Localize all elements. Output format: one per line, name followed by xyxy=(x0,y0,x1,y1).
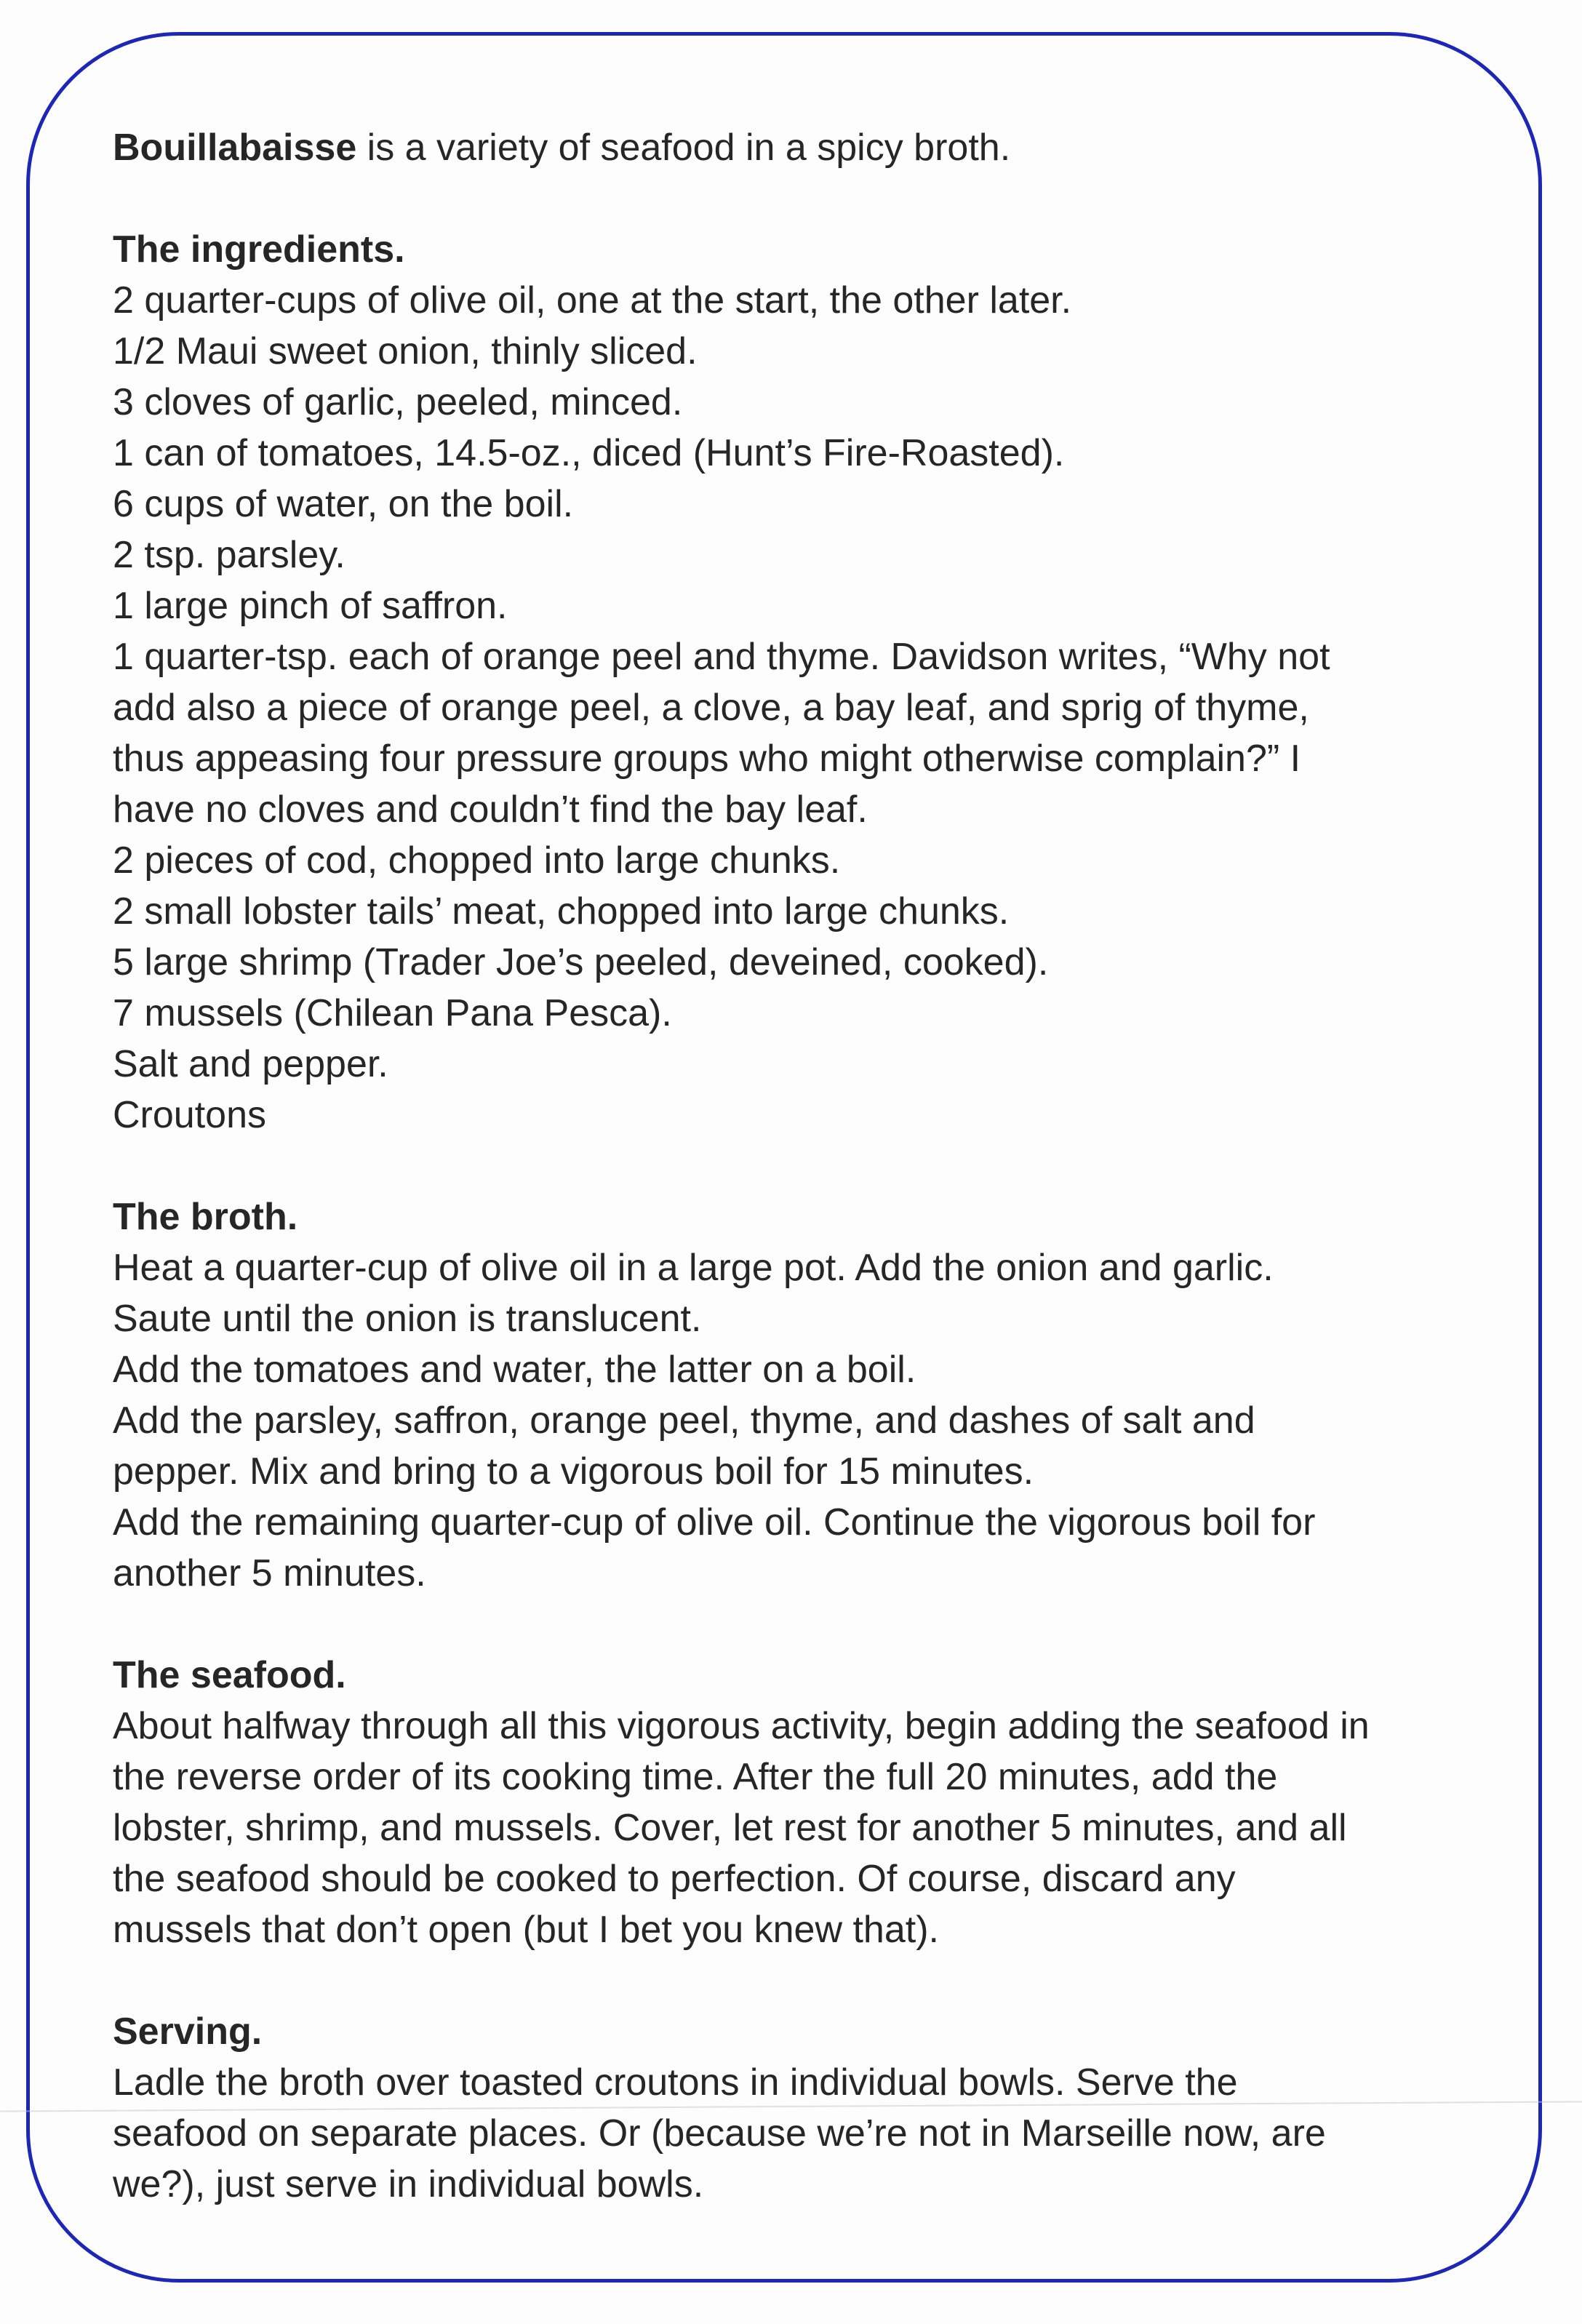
seafood-line: About halfway through all this vigorous activity, begin adding the seafood in xyxy=(113,1705,1370,1747)
serving-line: Ladle the broth over toasted croutons in individual bowls. Serve the xyxy=(113,2061,1238,2104)
ingredient-line: Salt and pepper. xyxy=(113,1043,388,1085)
broth-line: pepper. Mix and bring to a vigorous boil for 15 minutes. xyxy=(113,1450,1034,1493)
ingredient-line: 2 small lobster tails’ meat, chopped into large chunks. xyxy=(113,890,1010,933)
broth-heading: The broth. xyxy=(113,1196,298,1238)
broth-line: Add the remaining quarter-cup of olive oil. Continue the vigorous boil for xyxy=(113,1501,1316,1544)
ingredient-line: have no cloves and couldn’t find the bay leaf. xyxy=(113,788,868,831)
intro-line xyxy=(113,122,1531,173)
ingredient-line: 2 quarter-cups of olive oil, one at the start, the other later. xyxy=(113,279,1072,322)
ingredient-line: 6 cups of water, on the boil. xyxy=(113,483,574,525)
seafood-line: the reverse order of its cooking time. After the full 20 minutes, add the xyxy=(113,1756,1278,1798)
recipe-document xyxy=(113,122,1531,2210)
serving-heading: Serving. xyxy=(113,2010,263,2053)
ingredient-line: 2 pieces of cod, chopped into large chunks. xyxy=(113,839,841,882)
broth-line: Saute until the onion is translucent. xyxy=(113,1298,702,1340)
recipe-title: Bouillabaisse xyxy=(113,127,357,169)
serving-line: we?), just serve in individual bowls. xyxy=(113,2163,704,2205)
broth-line: Add the tomatoes and water, the latter on a boil. xyxy=(113,1349,916,1391)
ingredient-line: 1 large pinch of saffron. xyxy=(113,585,508,627)
broth-line: another 5 minutes. xyxy=(113,1552,426,1594)
broth-line: Heat a quarter-cup of olive oil in a large pot. Add the onion and garlic. xyxy=(113,1247,1274,1289)
seafood-line: mussels that don’t open (but I bet you knew that). xyxy=(113,1909,939,1951)
seafood-heading: The seafood. xyxy=(113,1654,346,1696)
ingredient-line: Croutons xyxy=(113,1094,266,1136)
ingredient-line: 1/2 Maui sweet onion, thinly sliced. xyxy=(113,330,698,372)
broth-section xyxy=(113,1191,1531,1599)
section-gap xyxy=(113,1955,1531,2006)
section-gap xyxy=(113,1599,1531,1650)
serving-section xyxy=(113,2006,1531,2210)
ingredients-section xyxy=(113,224,1531,1141)
ingredient-line: 3 cloves of garlic, peeled, minced. xyxy=(113,381,683,423)
section-gap xyxy=(113,1141,1531,1191)
ingredient-line: 7 mussels (Chilean Pana Pesca). xyxy=(113,992,672,1034)
ingredients-heading: The ingredients. xyxy=(113,228,405,271)
serving-line: seafood on separate places. Or (because we’re not in Marseille now, are xyxy=(113,2112,1326,2155)
ingredient-line: 2 tsp. parsley. xyxy=(113,534,345,576)
ingredient-line: add also a piece of orange peel, a clove, a bay leaf, and sprig of thyme, xyxy=(113,687,1309,729)
ingredient-line: 1 can of tomatoes, 14.5-oz., diced (Hunt’s Fire-Roasted). xyxy=(113,432,1065,474)
seafood-section xyxy=(113,1650,1531,1955)
seafood-line: the seafood should be cooked to perfection. Of course, discard any xyxy=(113,1858,1236,1900)
intro-text: is a variety of seafood in a spicy broth. xyxy=(356,127,1011,169)
ingredient-line: thus appeasing four pressure groups who might otherwise complain?” I xyxy=(113,738,1301,780)
ingredient-line: 1 quarter-tsp. each of orange peel and thyme. Davidson writes, “Why not xyxy=(113,636,1330,678)
section-gap xyxy=(113,173,1531,224)
seafood-line: lobster, shrimp, and mussels. Cover, let rest for another 5 minutes, and all xyxy=(113,1807,1347,1849)
ingredient-line: 5 large shrimp (Trader Joe’s peeled, deveined, cooked). xyxy=(113,941,1049,983)
broth-line: Add the parsley, saffron, orange peel, thyme, and dashes of salt and xyxy=(113,1399,1255,1442)
